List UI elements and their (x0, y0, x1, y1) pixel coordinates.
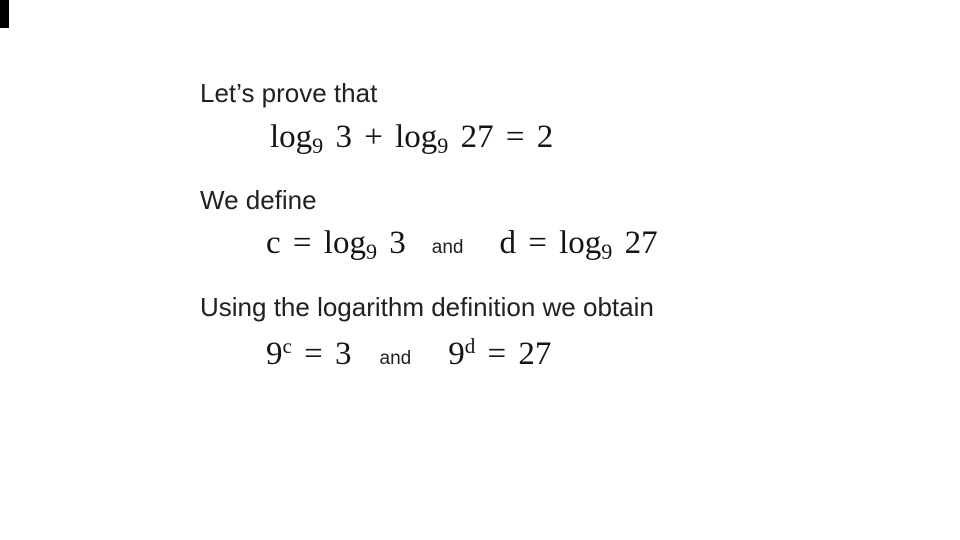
formula-goal-sub2: 9 (437, 132, 449, 158)
define-right-equals: = (528, 225, 547, 261)
formula-goal-equals: = (505, 119, 525, 155)
exp-right-result: 27 (518, 336, 552, 372)
exp-left-equals: = (304, 336, 323, 372)
define-left-arg: 3 (389, 225, 406, 261)
exp-right-exponent: d (464, 334, 476, 359)
exp-right-base: 9 (448, 336, 465, 372)
formula-exponential (266, 334, 552, 372)
define-left-equals: = (292, 225, 312, 261)
formula-goal-plus: + (364, 119, 383, 155)
define-right-sub: 9 (601, 238, 613, 264)
formula-define (266, 225, 658, 264)
formula-goal-arg1: 3 (335, 119, 352, 155)
intro-text: Let’s prove that (200, 78, 378, 108)
define-connector: and (431, 237, 464, 258)
formula-goal-result: 2 (536, 119, 554, 155)
formula-goal-log1: log (270, 119, 313, 155)
exp-connector: and (379, 348, 412, 369)
define-label: We define (200, 185, 317, 215)
formula-goal-log2: log (395, 119, 438, 155)
exp-left-exponent: c (282, 334, 292, 359)
exp-left-base: 9 (266, 336, 283, 372)
define-left-var: c (266, 225, 281, 261)
exp-right-equals: = (487, 336, 507, 372)
obtain-label: Using the logarithm definition we obtain (200, 292, 654, 322)
corner-artifact-bar (0, 0, 9, 28)
formula-goal-sub1: 9 (312, 132, 324, 158)
exp-left-result: 3 (335, 336, 352, 372)
formula-goal (270, 119, 554, 158)
define-right-var: d (499, 225, 516, 261)
define-right-arg: 27 (624, 225, 658, 261)
define-right-log: log (559, 225, 602, 261)
define-left-sub: 9 (365, 238, 378, 264)
formula-goal-arg2: 27 (460, 119, 494, 155)
define-left-log: log (323, 225, 366, 261)
